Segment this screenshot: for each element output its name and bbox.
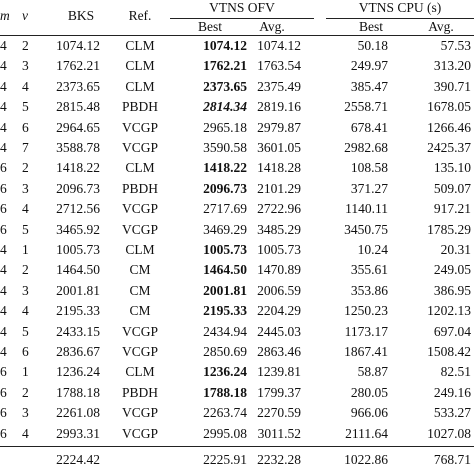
cell-cpu-avg: 1266.46 [427,119,471,135]
cell-m: 4 [0,242,7,257]
cell-cpu-avg: 386.95 [433,282,471,298]
cell-bks: 2261.08 [56,405,100,421]
cell-ref: VCGP [121,221,159,237]
average-ofv-best: 2225.91 [203,452,247,467]
cell-cpu-best: 1173.17 [344,323,388,339]
cell-bks: 2836.67 [56,344,100,359]
cell-ref: CM [129,303,151,319]
cell-cpu-avg: 135.10 [433,160,471,176]
cell-ref: CLM [125,58,155,74]
cell-cpu-avg: 697.04 [433,323,471,339]
cell-ofv-best: 2995.08 [203,425,247,441]
cell-ofv-avg: 2819.16 [257,99,301,115]
cell-ofv-avg: 2006.59 [257,282,301,298]
cell-bks: 3465.92 [56,221,100,237]
cell-ref: CLM [125,160,155,176]
cell-ref: VCGP [121,344,159,359]
cell-m: 4 [0,140,7,155]
cell-m: 6 [0,160,7,176]
cell-ofv-best: 1464.50 [203,262,247,278]
cell-bks: 2373.65 [56,78,100,94]
cell-m: 4 [0,58,7,74]
header-bks: BKS [67,8,95,23]
cell-v: 5 [22,323,29,339]
cell-m: 6 [0,384,7,400]
cell-ref: VCGP [121,119,159,135]
cell-ref: CLM [125,364,155,380]
cell-cpu-best: 2111.64 [345,425,388,441]
cell-cpu-best: 1250.23 [344,303,388,319]
cell-bks: 2195.33 [56,303,100,319]
cell-v: 6 [22,344,29,359]
average-cpu-best: 1022.86 [344,452,388,467]
cell-m: 4 [0,282,7,298]
cell-cpu-avg: 1508.42 [427,344,471,359]
cell-cpu-avg: 1678.05 [427,99,471,115]
cell-ofv-avg: 3485.29 [257,221,301,237]
cell-m: 6 [0,201,7,217]
cell-cpu-best: 249.97 [350,58,388,74]
cell-ofv-avg: 3011.52 [257,425,301,441]
cell-ofv-best: 1418.22 [203,160,247,176]
cell-ref: PBDH [121,99,159,115]
cell-m: 4 [0,38,7,53]
cell-bks: 1788.18 [56,384,100,400]
cell-cpu-best: 108.58 [350,160,388,176]
cell-v: 4 [22,201,29,217]
cell-ofv-best: 1236.24 [203,364,247,380]
cell-ref: PBDH [121,180,159,196]
cell-m: 4 [0,119,7,135]
cell-cpu-best: 2558.71 [344,99,388,115]
cell-cpu-best: 371.27 [350,180,388,196]
cell-bks: 1236.24 [56,364,100,380]
cell-m: 4 [0,303,7,319]
cell-bks: 1005.73 [56,242,100,257]
cell-ofv-avg: 2375.49 [257,78,301,94]
cell-v: 2 [22,384,29,400]
cell-bks: 1464.50 [56,262,100,278]
cell-v: 5 [22,221,29,237]
cell-ref: VCGP [121,140,159,155]
cell-bks: 1762.21 [56,58,100,74]
cell-v: 2 [22,262,29,278]
ofv-group-rule [170,18,314,19]
cell-cpu-avg: 533.27 [433,405,471,421]
cell-m: 4 [0,344,7,359]
cell-ofv-best: 2965.18 [203,119,247,135]
cell-v: 2 [22,38,29,53]
cell-cpu-avg: 57.53 [440,38,471,53]
header-ref: Ref. [128,8,152,23]
header-cpu-best: Best [358,19,384,34]
cell-cpu-best: 355.61 [350,262,388,278]
cell-v: 1 [22,242,29,257]
cell-cpu-avg: 313.20 [433,58,471,74]
cell-ofv-avg: 1470.89 [257,262,301,278]
cell-ref: CM [129,282,151,298]
cell-ofv-avg: 2722.96 [257,201,301,217]
cell-ref: VCGP [121,323,159,339]
average-ofv-avg: 2232.28 [257,452,301,467]
cell-ofv-best: 2096.73 [203,180,247,196]
cell-v: 4 [22,303,29,319]
cell-ref: CM [129,262,151,278]
cell-m: 4 [0,262,7,278]
cell-cpu-avg: 1027.08 [427,425,471,441]
cell-v: 3 [22,58,29,74]
cell-cpu-avg: 249.16 [433,384,471,400]
cell-cpu-best: 385.47 [350,78,388,94]
cell-bks: 1418.22 [56,160,100,176]
cell-ofv-best: 2434.94 [203,323,247,339]
cell-v: 3 [22,282,29,298]
cell-ofv-avg: 2270.59 [257,405,301,421]
header-ofv-group: VTNS OFV [209,0,275,15]
cell-bks: 2993.31 [56,425,100,441]
cell-ofv-best: 2814.34 [203,99,247,115]
cell-cpu-best: 50.18 [357,38,388,53]
cell-ofv-best: 2263.74 [203,405,247,421]
header-ofv-best: Best [197,19,223,34]
cell-cpu-best: 280.05 [350,384,388,400]
cell-bks: 1074.12 [56,38,100,53]
cell-v: 6 [22,119,29,135]
cell-m: 6 [0,221,7,237]
cell-ofv-best: 2001.81 [203,282,247,298]
cell-cpu-best: 1140.11 [345,201,388,217]
average-cpu-avg: 768.71 [433,452,471,467]
cell-ofv-best: 2195.33 [203,303,247,319]
cell-cpu-best: 678.41 [350,119,388,135]
cell-ofv-best: 2717.69 [203,201,247,217]
cell-ofv-avg: 1763.54 [257,58,301,74]
cell-bks: 2964.65 [56,119,100,135]
cell-ref: VCGP [121,405,159,421]
cell-ref: PBDH [121,384,159,400]
cell-v: 2 [22,160,29,176]
cell-ref: CLM [125,38,155,53]
cell-ofv-avg: 2204.29 [257,303,301,319]
cell-m: 6 [0,425,7,441]
cell-cpu-avg: 1202.13 [427,303,471,319]
cell-cpu-avg: 917.21 [433,201,471,217]
cell-v: 4 [22,78,29,94]
cell-v: 3 [22,180,29,196]
cell-cpu-best: 58.87 [357,364,388,380]
cell-ofv-avg: 3601.05 [257,140,301,155]
cell-ofv-avg: 2863.46 [257,344,301,359]
cell-ofv-avg: 1799.37 [257,384,301,400]
cell-cpu-best: 2982.68 [344,140,388,155]
cell-v: 1 [22,364,29,380]
cell-ofv-best: 1005.73 [203,242,247,257]
header-bottom-rule [0,35,474,36]
cell-ofv-best: 3590.58 [203,140,247,155]
cell-bks: 2001.81 [56,282,100,298]
cell-ref: CLM [125,78,155,94]
cell-ofv-best: 2850.69 [203,344,247,359]
cell-m: 4 [0,78,7,94]
cell-ofv-best: 1762.21 [203,58,247,74]
cell-ofv-best: 1788.18 [203,384,247,400]
cell-m: 6 [0,405,7,421]
header-cpu-avg: Avg. [428,19,454,34]
cell-ofv-avg: 2101.29 [257,180,301,196]
cell-v: 4 [22,425,29,441]
header-v: v [22,8,28,23]
cell-ofv-avg: 2979.87 [257,119,301,135]
cell-ofv-best: 2373.65 [203,78,247,94]
cell-m: 6 [0,364,7,380]
cell-cpu-best: 353.86 [350,282,388,298]
cell-ofv-best: 1074.12 [203,38,247,53]
cell-cpu-best: 3450.75 [344,221,388,237]
header-ofv-avg: Avg. [259,19,285,34]
cell-bks: 2712.56 [56,201,100,217]
cell-v: 5 [22,99,29,115]
header-m: m [0,8,10,23]
header-cpu-group: VTNS CPU (s) [358,0,442,15]
average-top-rule [0,446,474,447]
cell-bks: 3588.78 [56,140,100,155]
cell-cpu-best: 966.06 [350,405,388,421]
cell-cpu-best: 10.24 [357,242,388,257]
cell-cpu-avg: 82.51 [440,364,471,380]
average-bks: 2224.42 [56,452,100,467]
cell-bks: 2815.48 [56,99,100,115]
cell-bks: 2433.15 [56,323,100,339]
cell-cpu-avg: 249.05 [433,262,471,278]
cell-v: 7 [22,140,29,155]
cell-cpu-avg: 2425.37 [427,140,471,155]
cell-ofv-best: 3469.29 [203,221,247,237]
cell-cpu-avg: 509.07 [433,180,471,196]
cell-cpu-avg: 20.31 [440,242,471,257]
cell-ofv-avg: 1418.28 [257,160,301,176]
cell-v: 3 [22,405,29,421]
cell-m: 4 [0,323,7,339]
cell-ofv-avg: 1005.73 [257,242,301,257]
cell-ref: CLM [125,242,155,257]
cell-ofv-avg: 1239.81 [257,364,301,380]
cell-ofv-avg: 2445.03 [257,323,301,339]
cell-ref: VCGP [121,201,159,217]
cell-ofv-avg: 1074.12 [257,38,301,53]
cell-m: 6 [0,180,7,196]
cell-bks: 2096.73 [56,180,100,196]
cell-m: 4 [0,99,7,115]
cell-cpu-avg: 390.71 [433,78,471,94]
cell-ref: VCGP [121,425,159,441]
cell-cpu-best: 1867.41 [344,344,388,359]
cell-cpu-avg: 1785.29 [427,221,471,237]
